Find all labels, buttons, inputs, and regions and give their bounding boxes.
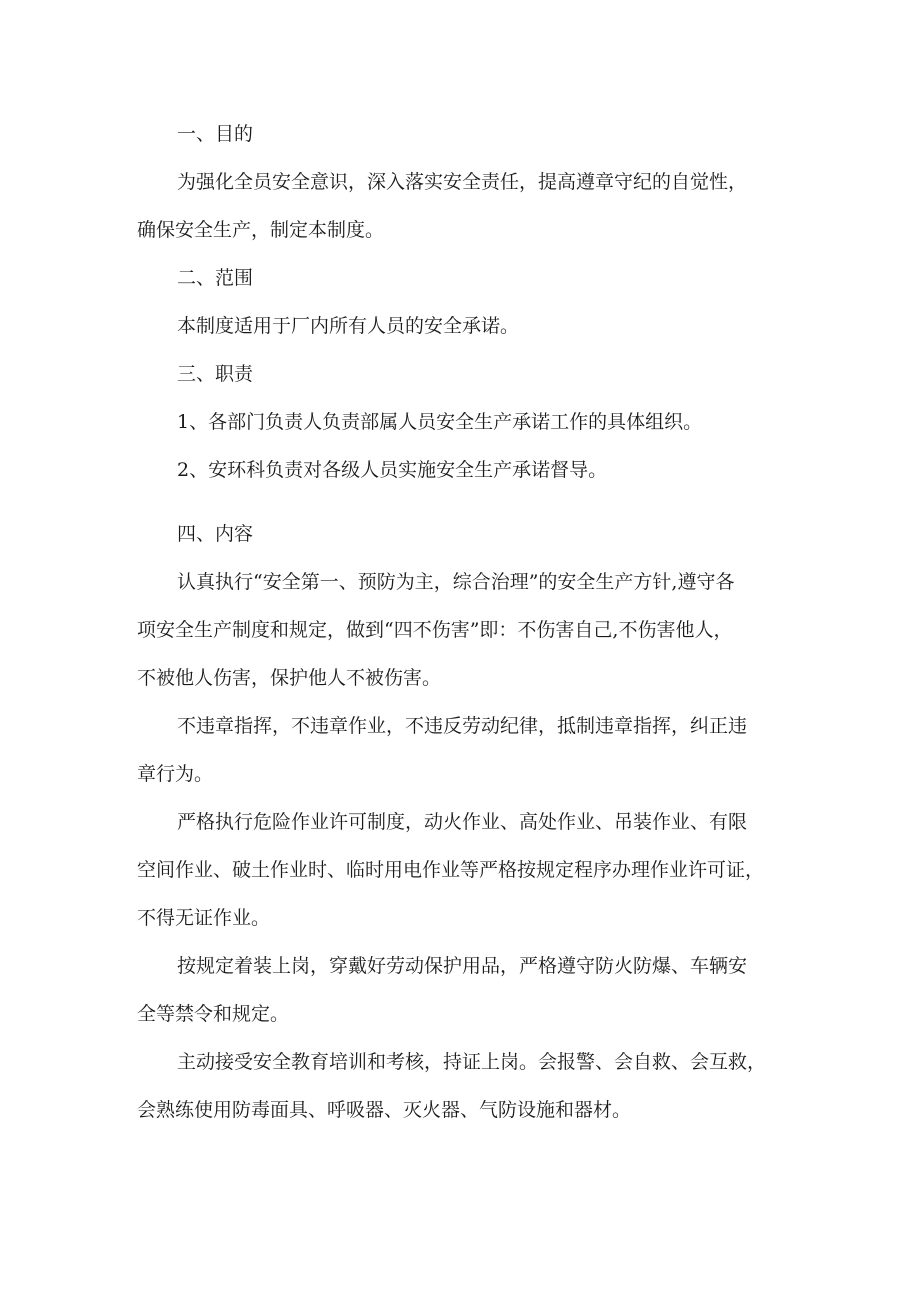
content-paragraph <box>137 558 802 702</box>
purpose-paragraph <box>137 158 802 254</box>
content-line: 全等禁令和规定。 <box>137 1003 290 1025</box>
section-heading-scope: 二、范围 <box>177 267 254 289</box>
content-line: 主动接受安全教育培训和考核，持证上岗。会报警、会自救、会互救， <box>177 1051 767 1073</box>
duty-item: 1、各部门负责人负责部属人员安全生产承诺工作的具体组织。 <box>177 411 703 433</box>
section-heading-purpose: 一、目的 <box>177 123 254 145</box>
purpose-line: 为强化全员安全意识，深入落实安全责任，提高遵章守纪的自觉性， <box>177 171 748 193</box>
content-line: 空间作业、破土作业时、临时用电作业等严格按规定程序办理作业许可证， <box>137 859 765 881</box>
content-line: 不违章指挥，不违章作业，不违反劳动纪律，抵制违章指挥，纠正违 <box>177 715 748 737</box>
content-paragraph <box>137 1038 802 1134</box>
content-line: 章行为。 <box>137 763 214 785</box>
content-paragraph <box>137 702 802 798</box>
content-paragraph <box>137 798 802 942</box>
content-line: 不被他人伤害，保护他人不被伤害。 <box>137 667 442 689</box>
section-spacer <box>137 494 802 510</box>
section-heading-content: 四、内容 <box>177 523 254 545</box>
content-line: 会熟练使用防毒面具、呼吸器、灭火器、气防设施和器材。 <box>137 1099 632 1121</box>
content-line: 不得无证作业。 <box>137 907 271 929</box>
purpose-line: 确保安全生产，制定本制度。 <box>137 219 385 241</box>
content-line: 项安全生产制度和规定，做到“四不伤害”即：不伤害自己,不伤害他人， <box>137 619 733 641</box>
section-heading-duties: 三、职责 <box>177 363 254 385</box>
content-line: 按规定着装上岗，穿戴好劳动保护用品，严格遵守防火防爆、车辆安 <box>177 955 748 977</box>
content-line: 认真执行“安全第一、预防为主，综合治理”的安全生产方针,遵守各 <box>177 571 735 593</box>
scope-line: 本制度适用于厂内所有人员的安全承诺。 <box>177 315 520 337</box>
content-paragraph <box>137 942 802 1038</box>
duty-item: 2、安环科负责对各级人员实施安全生产承诺督导。 <box>177 459 608 481</box>
content-line: 严格执行危险作业许可制度，动火作业、高处作业、吊装作业、有限 <box>177 811 748 833</box>
